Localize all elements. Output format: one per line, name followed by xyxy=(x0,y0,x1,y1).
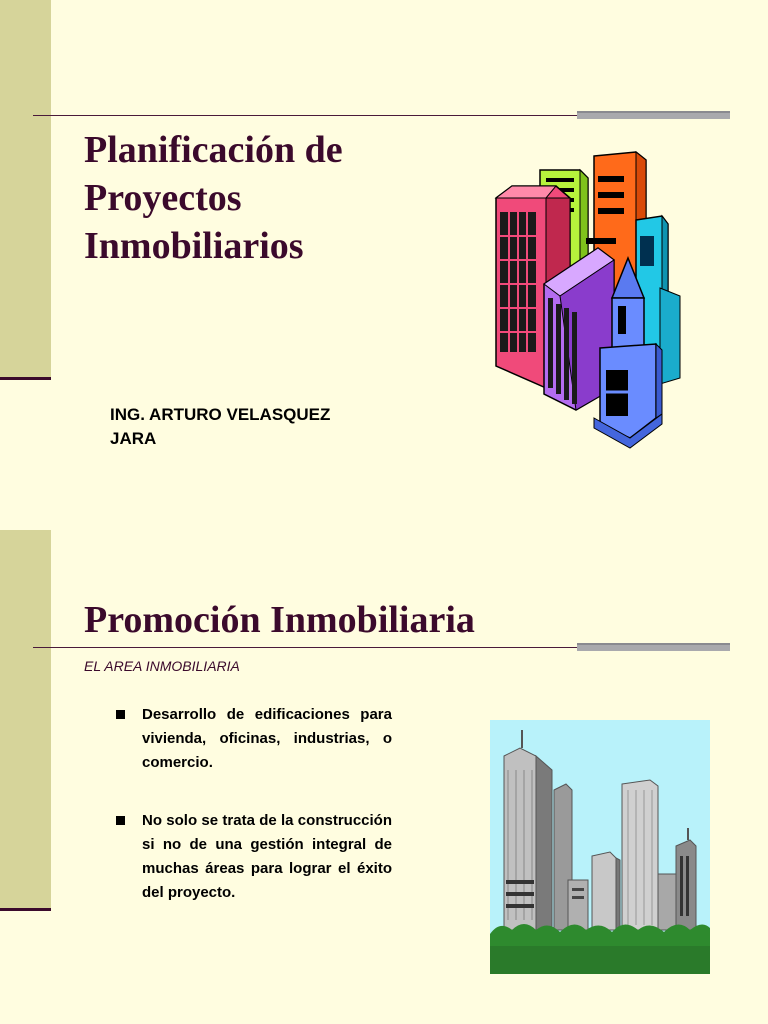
slide-1 xyxy=(0,0,768,510)
author-name xyxy=(110,403,330,451)
colorful-buildings-icon xyxy=(490,148,690,453)
bullet-item xyxy=(116,703,392,775)
title-line-1: Planificación de xyxy=(84,129,343,171)
side-rule xyxy=(0,908,51,911)
author-line-2: JARA xyxy=(110,429,157,448)
slide-title xyxy=(84,126,343,270)
bullet-square-icon xyxy=(116,710,125,719)
bullet-text: Desarrollo de edificaciones para vivienda, oficinas, industrias, o comercio. xyxy=(142,706,392,771)
side-accent-bar xyxy=(0,0,51,378)
title-line-3: Inmobiliarios xyxy=(84,225,304,267)
bullet-square-icon xyxy=(116,816,125,825)
slide-2 xyxy=(0,530,768,1024)
title-rule xyxy=(33,115,578,116)
title-line-2: Proyectos xyxy=(84,177,242,219)
bullet-text: No solo se trata de la construcción si no de una gestión integral de muchas áreas para lograr el éxito del proyecto. xyxy=(142,812,392,901)
slide-gap xyxy=(0,510,768,530)
city-skyline-icon xyxy=(490,720,710,974)
author-line-1: ING. ARTURO VELASQUEZ xyxy=(110,405,331,424)
grey-accent-bar xyxy=(577,643,730,651)
title-rule xyxy=(33,647,578,648)
slide-subtitle: EL AREA INMOBILIARIA xyxy=(84,658,240,674)
grey-accent-bar xyxy=(577,111,730,119)
side-rule xyxy=(0,377,51,380)
slide-title: Promoción Inmobiliaria xyxy=(84,599,475,641)
bullet-item xyxy=(116,809,392,905)
bullet-list xyxy=(116,703,392,905)
side-accent-bar xyxy=(0,530,51,910)
